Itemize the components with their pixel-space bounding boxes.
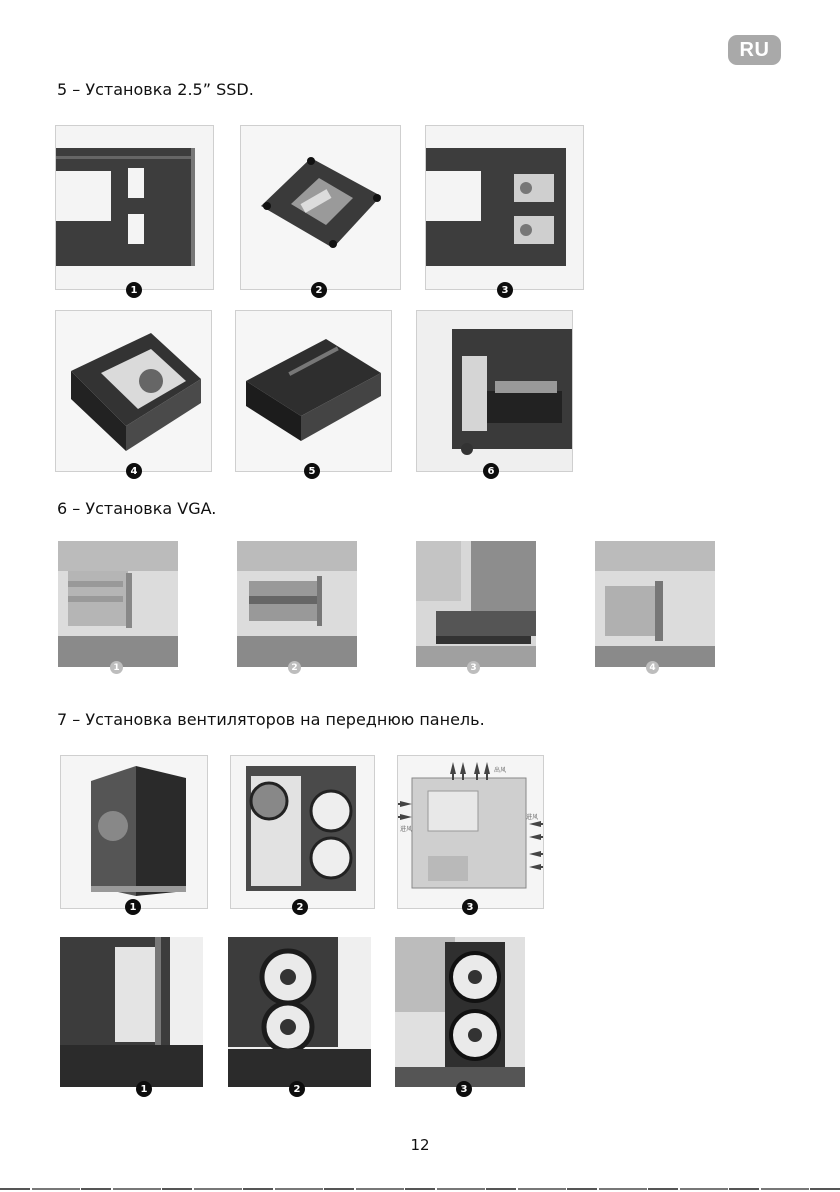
bottom-divider <box>0 1188 840 1190</box>
section-5-title: 5 – Установка 2.5” SSD. <box>57 80 254 99</box>
airflow-label-intake-rear: 进风 <box>400 826 413 833</box>
photo-front-fan-step-3 <box>395 937 525 1087</box>
photo-ssd-step-6 <box>416 310 573 472</box>
step-marker-vga-4: 4 <box>646 661 659 674</box>
step-marker-4: 4 <box>126 463 142 479</box>
step-marker-1: 1 <box>126 282 142 298</box>
photo-vga-step-4 <box>595 541 715 667</box>
photo-ssd-step-3 <box>425 125 584 290</box>
photo-ssd-step-2 <box>240 125 401 290</box>
page-number: 12 <box>410 1136 430 1154</box>
section-7-title: 7 – Установка вентиляторов на переднюю панель. <box>57 710 485 729</box>
step-marker-front-fan-1: 1 <box>136 1081 152 1097</box>
section-6-title: 6 – Установка VGA. <box>57 499 217 518</box>
photo-fan-step-1 <box>60 755 208 909</box>
photo-ssd-step-1 <box>55 125 214 290</box>
step-marker-front-fan-2: 2 <box>289 1081 305 1097</box>
photo-vga-step-3 <box>416 541 536 667</box>
photo-front-fan-step-2 <box>228 937 371 1087</box>
step-marker-6: 6 <box>483 463 499 479</box>
step-marker-2: 2 <box>311 282 327 298</box>
step-marker-fan-2: 2 <box>292 899 308 915</box>
photo-vga-step-2 <box>237 541 357 667</box>
step-marker-3: 3 <box>497 282 513 298</box>
photo-fan-airflow-diagram <box>397 755 544 909</box>
step-marker-front-fan-3: 3 <box>456 1081 472 1097</box>
language-badge: RU <box>728 35 781 65</box>
photo-front-fan-step-1 <box>60 937 203 1087</box>
airflow-label-intake-front: 进风 <box>526 814 539 821</box>
airflow-label-exhaust: 出风 <box>494 767 507 774</box>
photo-fan-step-2 <box>230 755 375 909</box>
step-marker-fan-3: 3 <box>462 899 478 915</box>
photo-vga-step-1 <box>58 541 178 667</box>
step-marker-5: 5 <box>304 463 320 479</box>
step-marker-vga-1: 1 <box>110 661 123 674</box>
photo-ssd-step-5 <box>235 310 392 472</box>
step-marker-vga-3: 3 <box>467 661 480 674</box>
photo-ssd-step-4 <box>55 310 212 472</box>
step-marker-vga-2: 2 <box>288 661 301 674</box>
step-marker-fan-1: 1 <box>125 899 141 915</box>
